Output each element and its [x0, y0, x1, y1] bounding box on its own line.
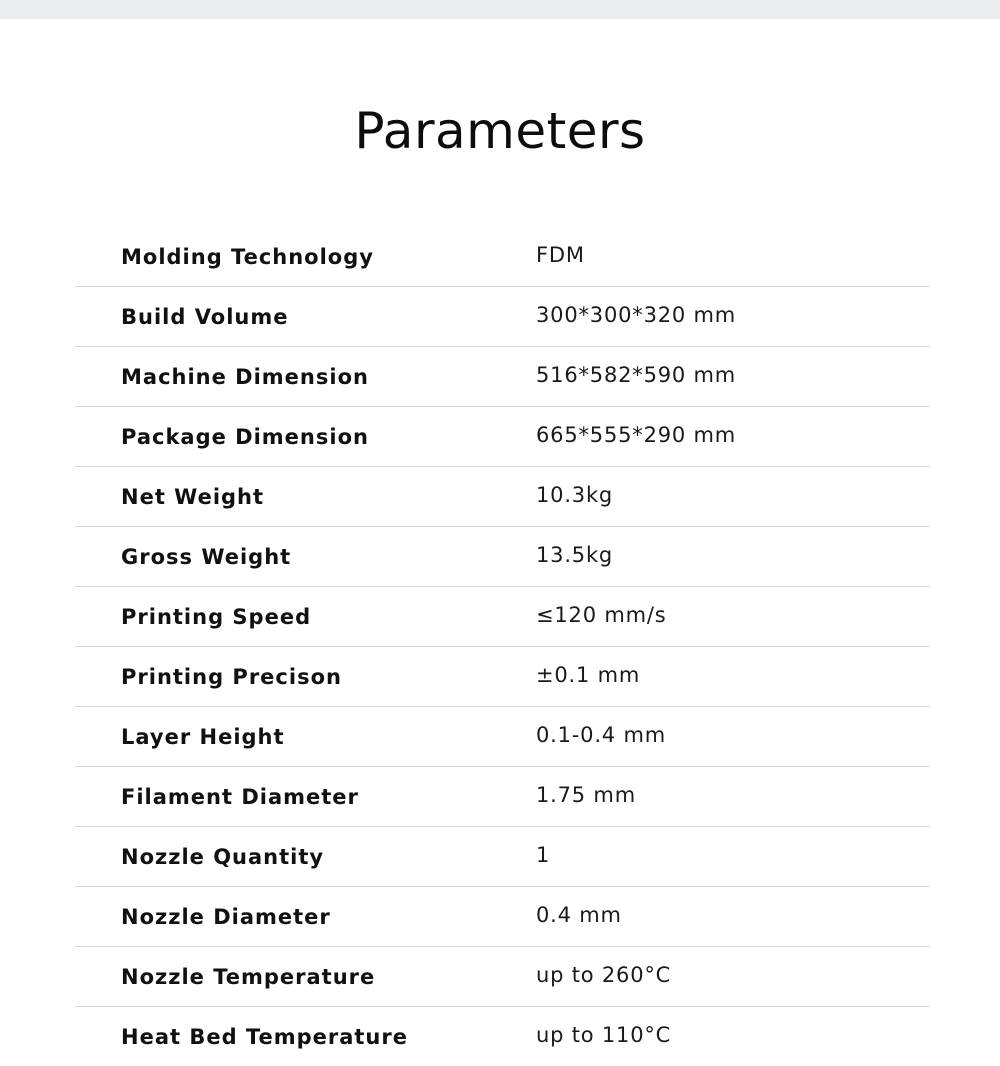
- spec-row-gross-weight: [75, 527, 930, 587]
- spec-label: Printing Speed: [121, 605, 312, 629]
- spec-label: Net Weight: [121, 485, 265, 509]
- spec-row-build-volume: [75, 287, 930, 347]
- spec-label: Filament Diameter: [121, 785, 359, 809]
- spec-value: 516*582*590 mm: [536, 363, 737, 387]
- spec-row-heat-bed-temperature: [75, 1007, 930, 1066]
- spec-row-nozzle-quantity: [75, 827, 930, 887]
- top-banner-strip: [0, 0, 1000, 19]
- spec-value: ±0.1 mm: [536, 663, 641, 687]
- spec-value: 0.1-0.4 mm: [536, 723, 666, 747]
- spec-label: Machine Dimension: [121, 365, 369, 389]
- spec-row-net-weight: [75, 467, 930, 527]
- spec-row-printing-precision: [75, 647, 930, 707]
- spec-label: Layer Height: [121, 725, 285, 749]
- spec-row-nozzle-diameter: [75, 887, 930, 947]
- spec-label: Nozzle Diameter: [121, 905, 331, 929]
- spec-row-printing-speed: [75, 587, 930, 647]
- spec-row-filament-diameter: [75, 767, 930, 827]
- spec-label: Package Dimension: [121, 425, 369, 449]
- spec-row-machine-dimension: [75, 347, 930, 407]
- spec-value: 1.75 mm: [536, 783, 636, 807]
- spec-label: Heat Bed Temperature: [121, 1025, 408, 1049]
- spec-row-package-dimension: [75, 407, 930, 467]
- spec-value: 13.5kg: [536, 543, 614, 567]
- spec-value: 1: [536, 843, 551, 867]
- spec-value: 0.4 mm: [536, 903, 622, 927]
- spec-value: 300*300*320 mm: [536, 303, 737, 327]
- spec-value: up to 260°C: [536, 963, 672, 987]
- spec-value: FDM: [536, 243, 585, 267]
- spec-value: ≤120 mm/s: [536, 603, 667, 627]
- spec-value: 665*555*290 mm: [536, 423, 737, 447]
- spec-label: Nozzle Quantity: [121, 845, 325, 869]
- spec-value: 10.3kg: [536, 483, 614, 507]
- spec-label: Molding Technology: [121, 245, 374, 269]
- spec-row-layer-height: [75, 707, 930, 767]
- spec-label: Printing Precison: [121, 665, 342, 689]
- spec-row-molding-technology: [75, 227, 930, 287]
- page-title: Parameters: [354, 102, 646, 160]
- parameters-table: [75, 227, 930, 1066]
- spec-label: Nozzle Temperature: [121, 965, 376, 989]
- spec-label: Gross Weight: [121, 545, 292, 569]
- spec-row-nozzle-temperature: [75, 947, 930, 1007]
- spec-label: Build Volume: [121, 305, 289, 329]
- spec-value: up to 110°C: [536, 1023, 672, 1047]
